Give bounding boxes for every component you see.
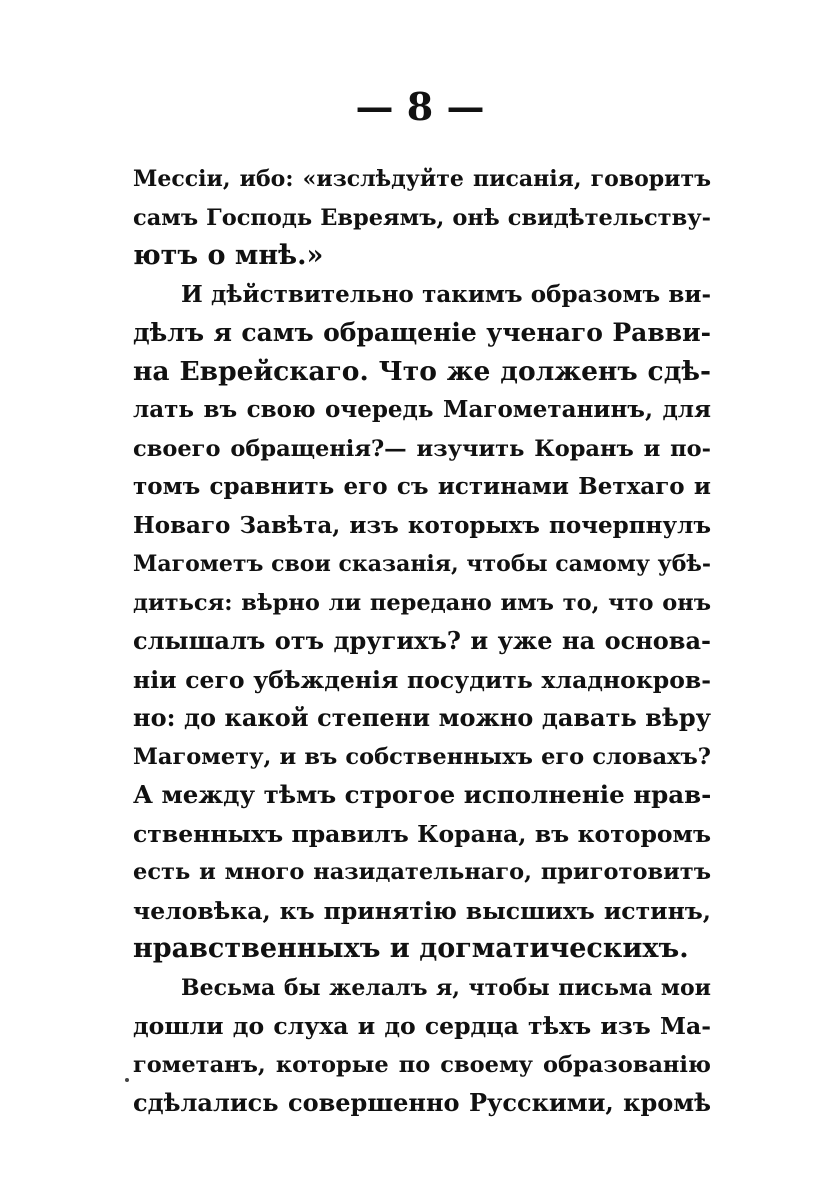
text-line: гометанъ, которые по своему образованію: [133, 1051, 711, 1078]
text-line: Мессіи, ибо: «изслѣдуйте писанія, говоритъ: [133, 166, 711, 192]
text-line: нравственныхъ и догматическихъ.: [133, 933, 689, 964]
body-text: [133, 160, 711, 1123]
text-line: человѣка, къ принятію высшихъ истинъ,: [133, 896, 711, 925]
text-line: на Еврейскаго. Что же долженъ сдѣ-: [133, 355, 711, 387]
text-line: И дѣйствительно такимъ образомъ ви-: [181, 280, 711, 308]
text-line: лать въ свою очередь Магометанинъ, для: [133, 396, 711, 423]
text-line: но: до какой степени можно давать вѣру: [133, 703, 711, 732]
ink-speck: [125, 1078, 129, 1082]
text-line: дѣлъ я самъ обращеніе ученаго Равви-: [133, 318, 711, 347]
page-number: — 8 —: [355, 84, 485, 129]
text-line: ніи сего убѣжденія посудить хладнокров-: [133, 665, 711, 694]
text-line: Новаго Завѣта, изъ которыхъ почерпнулъ: [133, 511, 711, 539]
text-line: диться: вѣрно ли передано имъ то, что онъ: [133, 589, 711, 616]
text-line: А между тѣмъ строгое исполненіе нрав-: [133, 780, 712, 809]
text-line: томъ сравнить его съ истинами Ветхаго и: [133, 473, 711, 500]
text-line: сдѣлались совершенно Русскими, кромѣ: [133, 1088, 711, 1117]
text-line: дошли до слуха и до сердца тѣхъ изъ Ма-: [133, 1012, 711, 1040]
text-line: ственныхъ правилъ Корана, въ которомъ: [133, 819, 711, 848]
text-line: своего обращенія?— изучить Коранъ и по-: [133, 435, 711, 462]
text-line: есть и много назидательнаго, приготовитъ: [133, 859, 711, 885]
text-line: Магомету, и въ собственныхъ его словахъ?: [133, 743, 711, 770]
text-line: слышалъ отъ другихъ? и уже на основа-: [133, 626, 711, 655]
text-line: Магометъ свои сказанія, чтобы самому убѣ-: [133, 551, 711, 577]
text-line: самъ Господь Евреямъ, онѣ свидѣтельству-: [133, 204, 711, 231]
text-line: Весьма бы желалъ я, чтобы письма мои: [181, 974, 711, 1001]
text-line: ютъ о мнѣ.»: [133, 240, 324, 271]
